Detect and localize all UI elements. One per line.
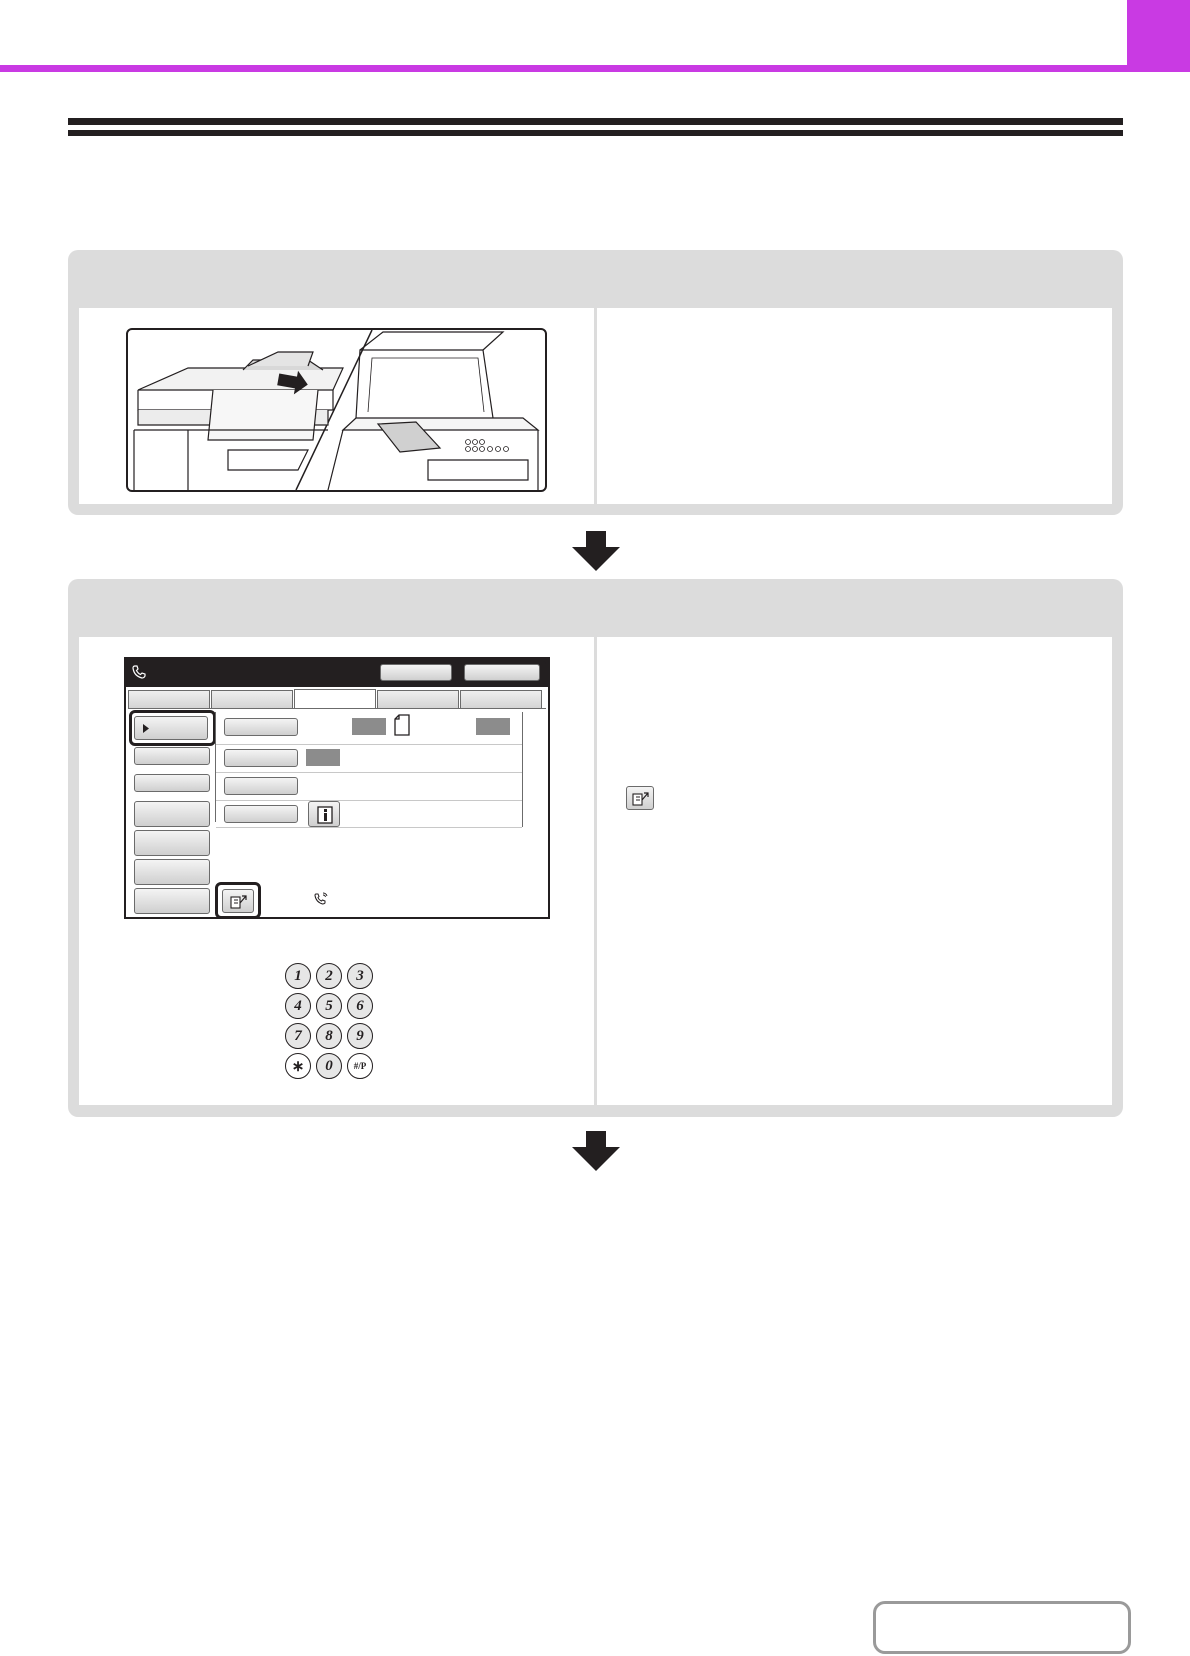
keypad-key-8[interactable]: 8 (316, 1023, 342, 1049)
setting-value-box-2 (476, 718, 510, 735)
down-arrow-icon (572, 1131, 620, 1171)
screen-top-button-left[interactable] (380, 664, 452, 681)
scanner-illustration (126, 328, 547, 492)
keypad-key-9[interactable]: 9 (347, 1023, 373, 1049)
screen-tab-4[interactable] (377, 690, 459, 708)
page-header (0, 0, 1190, 74)
keypad-key-hash-pause[interactable]: #/P (347, 1053, 373, 1079)
screen-tab-3-active[interactable] (294, 689, 376, 709)
info-button[interactable] (308, 801, 340, 827)
setting-button-4[interactable] (224, 805, 298, 823)
setting-button-3[interactable] (224, 777, 298, 795)
info-icon (317, 806, 333, 824)
tab-baseline (128, 708, 546, 709)
settings-right-border (522, 712, 523, 827)
step-panel-1-divider (594, 308, 597, 504)
keypad-key-1[interactable]: 1 (285, 963, 311, 989)
keypad-key-3[interactable]: 3 (347, 963, 373, 989)
header-accent-line (0, 65, 1127, 72)
left-menu-button-7[interactable] (134, 888, 210, 914)
keypad-key-2[interactable]: 2 (316, 963, 342, 989)
setting-button-2[interactable] (224, 749, 298, 767)
down-arrow-icon (572, 531, 620, 571)
left-menu-button-6[interactable] (134, 859, 210, 885)
highlight-direct-transmission (215, 882, 261, 919)
left-menu-button-2[interactable] (134, 747, 210, 765)
screen-tab-5[interactable] (460, 690, 542, 708)
header-chapter-tab[interactable] (1127, 0, 1190, 72)
keypad-key-0[interactable]: 0 (316, 1053, 342, 1079)
left-menu-button-4[interactable] (134, 801, 210, 827)
numeric-keypad (285, 963, 377, 1081)
setting-button-1[interactable] (224, 718, 298, 736)
inline-direct-transmission-icon (626, 786, 654, 810)
title-rule-top (68, 118, 1123, 125)
title-rule-bottom (68, 130, 1123, 136)
screen-tab-1[interactable] (128, 690, 210, 708)
settings-row-divider-3 (216, 800, 522, 801)
highlight-left-button (129, 710, 216, 746)
setting-value-box-3 (306, 749, 340, 766)
direct-transmission-icon (632, 790, 650, 807)
keypad-key-4[interactable]: 4 (285, 993, 311, 1019)
keypad-key-asterisk[interactable]: ∗ (285, 1053, 311, 1079)
highlight-top-right-button (455, 658, 549, 687)
settings-row-divider-1 (216, 744, 522, 745)
scanner-drawing (128, 330, 545, 490)
screen-tab-2[interactable] (211, 690, 293, 708)
paper-orientation-icon (394, 714, 410, 736)
settings-row-divider-2 (216, 772, 522, 773)
keypad-key-6[interactable]: 6 (347, 993, 373, 1019)
settings-row-divider-4 (216, 827, 522, 828)
phone-icon (132, 665, 146, 679)
handset-small-icon (314, 892, 328, 905)
keypad-key-5[interactable]: 5 (316, 993, 342, 1019)
left-menu-button-3[interactable] (134, 774, 210, 792)
keypad-key-7[interactable]: 7 (285, 1023, 311, 1049)
settings-left-border (215, 712, 216, 822)
contents-button[interactable] (873, 1601, 1131, 1654)
left-menu-button-5[interactable] (134, 830, 210, 856)
fax-touch-panel (124, 657, 550, 919)
setting-value-box-1 (352, 718, 386, 735)
step-panel-2-divider (594, 637, 597, 1105)
